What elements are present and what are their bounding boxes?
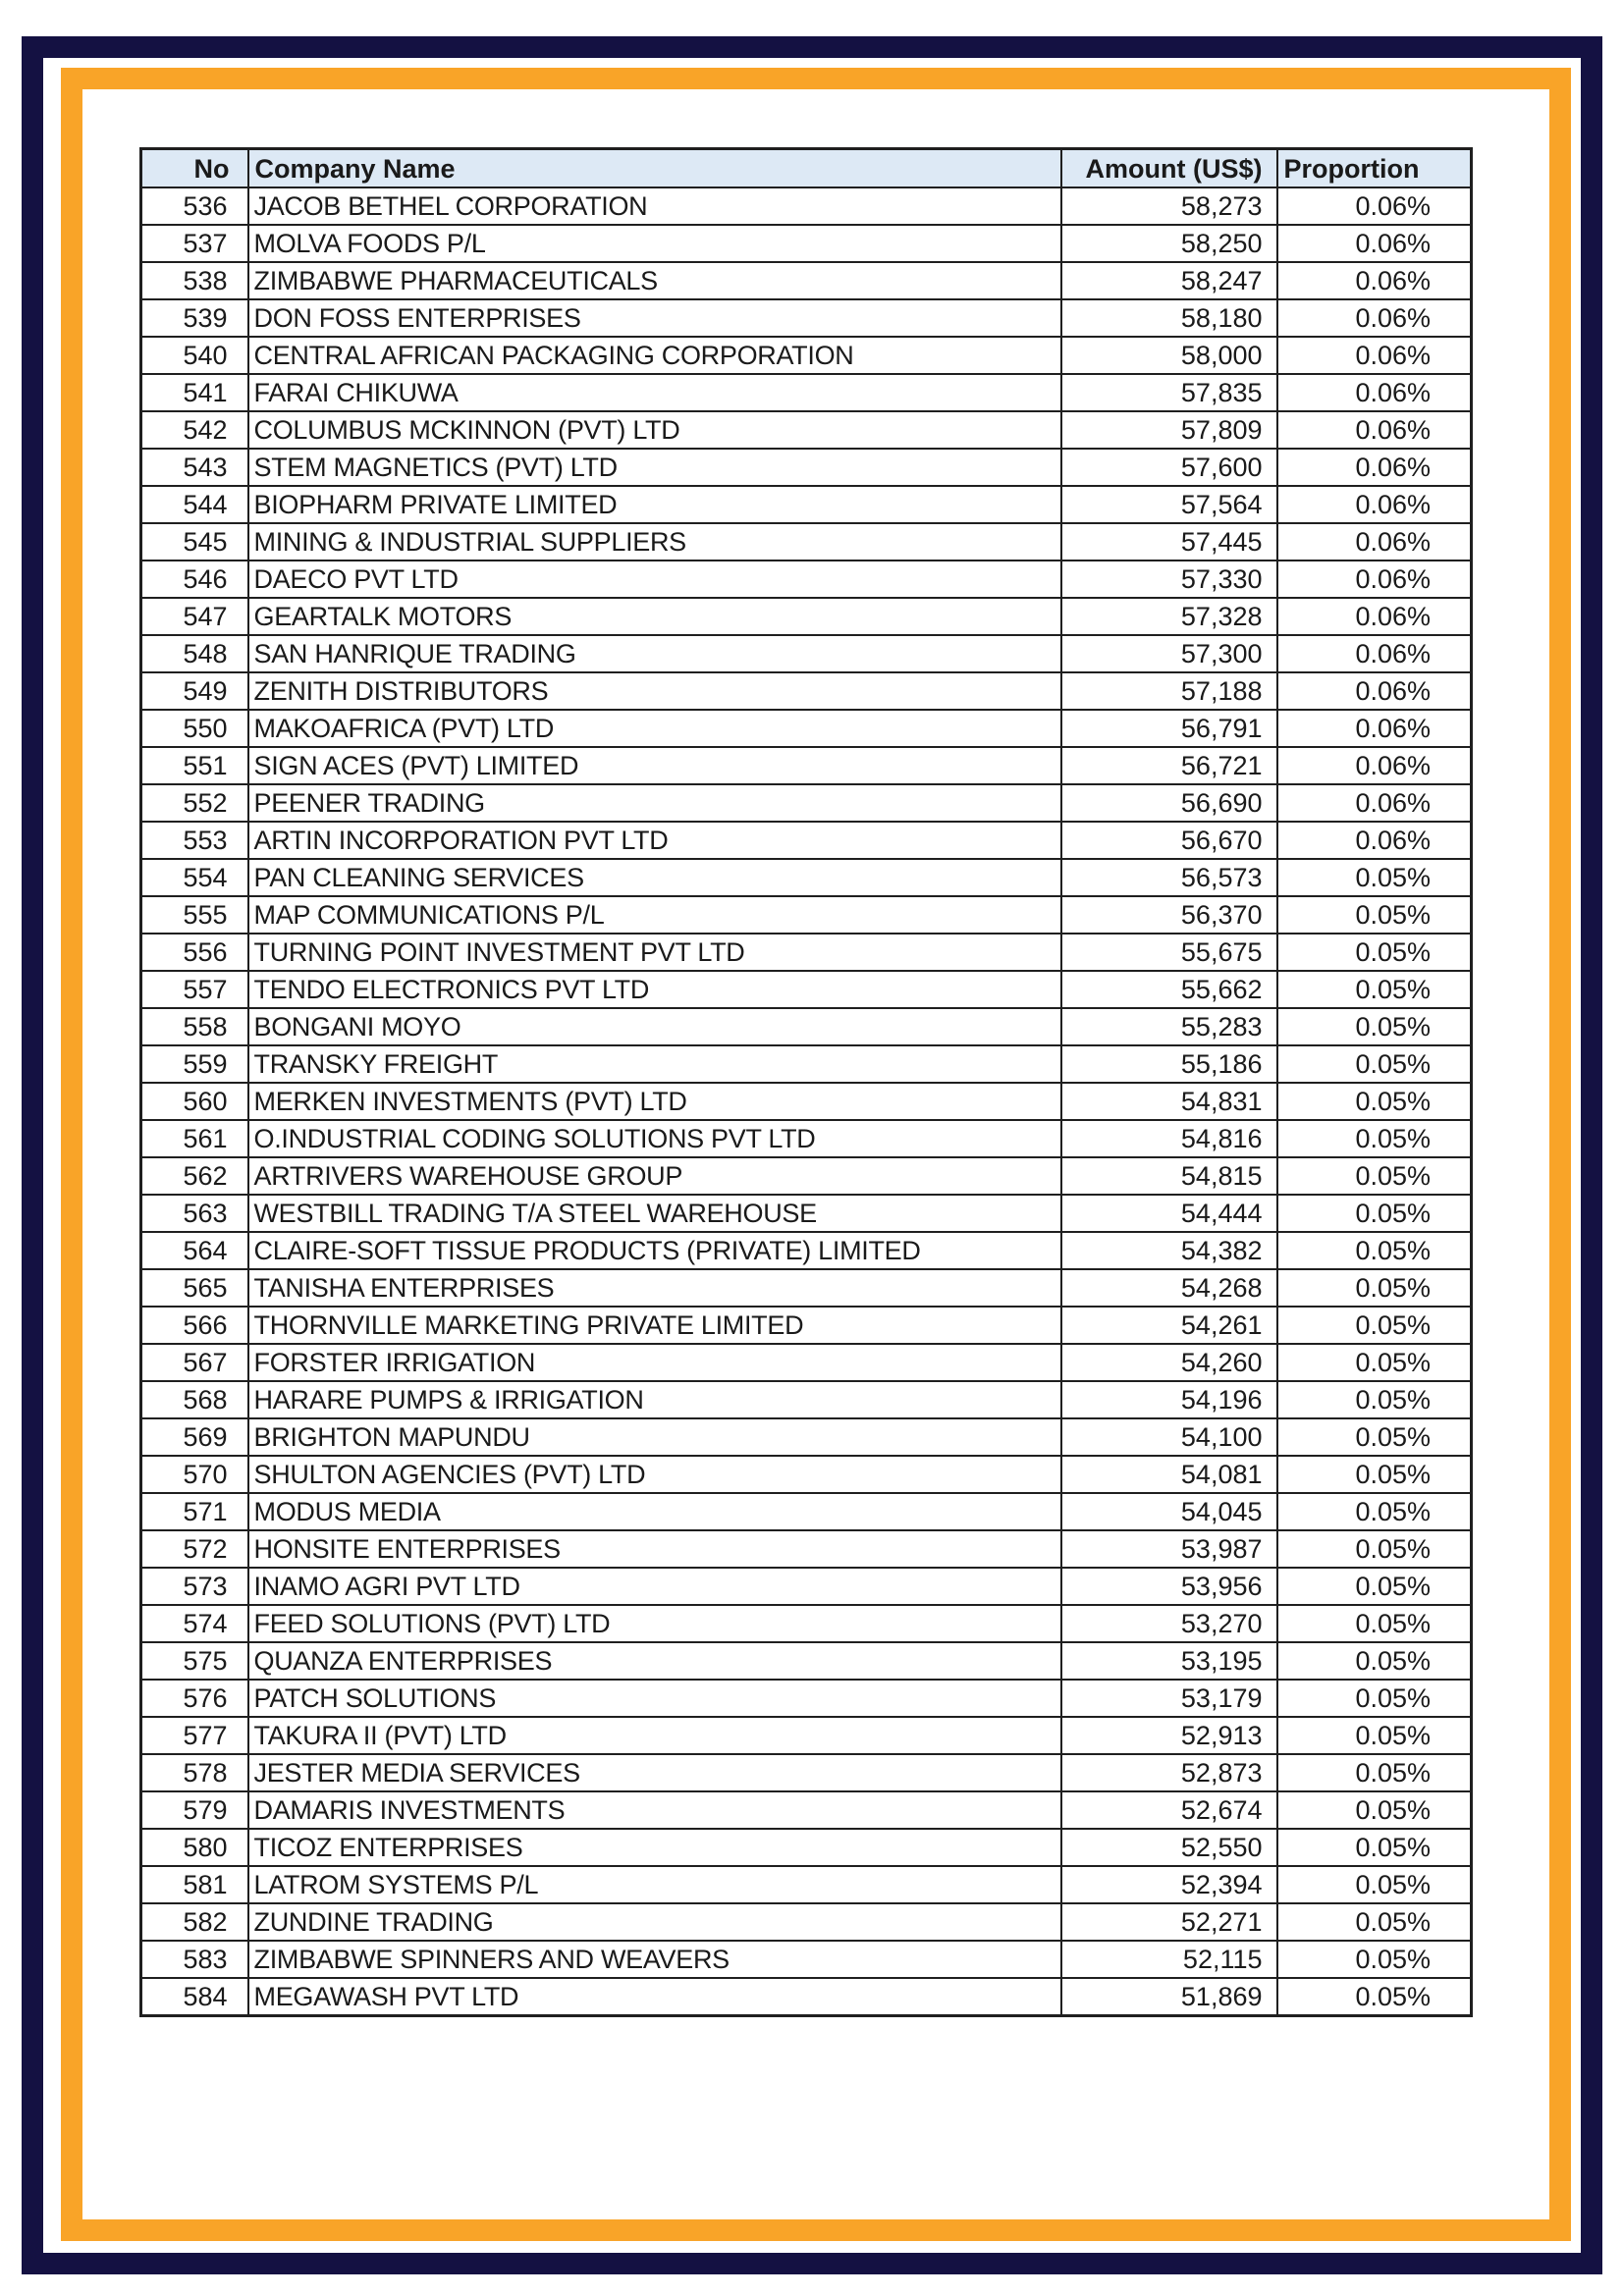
company-name-cell: TANISHA ENTERPRISES (248, 1269, 1061, 1307)
row-number-cell: 569 (141, 1418, 248, 1456)
row-number-cell: 562 (141, 1157, 248, 1195)
proportion-cell: 0.05% (1277, 1418, 1472, 1456)
proportion-cell: 0.05% (1277, 1232, 1472, 1269)
row-number-cell: 540 (141, 337, 248, 374)
table-row (141, 187, 1472, 225)
proportion-cell: 0.05% (1277, 1717, 1472, 1754)
proportion-cell: 0.06% (1277, 710, 1472, 747)
proportion-cell: 0.05% (1277, 1903, 1472, 1941)
amount-cell: 52,550 (1061, 1829, 1277, 1866)
company-name-cell: MEGAWASH PVT LTD (248, 1978, 1061, 2016)
company-name-cell: SHULTON AGENCIES (PVT) LTD (248, 1456, 1061, 1493)
amount-cell: 52,674 (1061, 1791, 1277, 1829)
header-no: No (141, 149, 248, 188)
row-number-cell: 575 (141, 1642, 248, 1680)
amount-cell: 54,100 (1061, 1418, 1277, 1456)
table-row (141, 896, 1472, 934)
row-number-cell: 573 (141, 1568, 248, 1605)
row-number-cell: 548 (141, 635, 248, 672)
amount-cell: 55,186 (1061, 1045, 1277, 1083)
proportion-cell: 0.06% (1277, 784, 1472, 822)
proportion-cell: 0.05% (1277, 934, 1472, 971)
amount-cell: 54,815 (1061, 1157, 1277, 1195)
amount-cell: 56,791 (1061, 710, 1277, 747)
table-row (141, 1083, 1472, 1120)
row-number-cell: 576 (141, 1680, 248, 1717)
table-row (141, 1978, 1472, 2016)
proportion-cell: 0.05% (1277, 1680, 1472, 1717)
row-number-cell: 551 (141, 747, 248, 784)
amount-cell: 53,270 (1061, 1605, 1277, 1642)
proportion-cell: 0.05% (1277, 1195, 1472, 1232)
proportion-cell: 0.05% (1277, 1866, 1472, 1903)
proportion-cell: 0.06% (1277, 561, 1472, 598)
company-name-cell: MAKOAFRICA (PVT) LTD (248, 710, 1061, 747)
table-row (141, 1530, 1472, 1568)
company-name-cell: BIOPHARM PRIVATE LIMITED (248, 486, 1061, 523)
table-row (141, 337, 1472, 374)
amount-cell: 55,662 (1061, 971, 1277, 1008)
proportion-cell: 0.06% (1277, 299, 1472, 337)
row-number-cell: 537 (141, 225, 248, 262)
proportion-cell: 0.05% (1277, 1120, 1472, 1157)
contributors-table (139, 147, 1473, 2017)
company-name-cell: ZIMBABWE SPINNERS AND WEAVERS (248, 1941, 1061, 1978)
company-name-cell: TENDO ELECTRONICS PVT LTD (248, 971, 1061, 1008)
proportion-cell: 0.06% (1277, 822, 1472, 859)
amount-cell: 52,913 (1061, 1717, 1277, 1754)
table-row (141, 1269, 1472, 1307)
proportion-cell: 0.06% (1277, 635, 1472, 672)
row-number-cell: 574 (141, 1605, 248, 1642)
amount-cell: 58,247 (1061, 262, 1277, 299)
amount-cell: 52,115 (1061, 1941, 1277, 1978)
company-name-cell: ARTIN INCORPORATION PVT LTD (248, 822, 1061, 859)
table-row (141, 1195, 1472, 1232)
proportion-cell: 0.05% (1277, 1829, 1472, 1866)
table-row (141, 1157, 1472, 1195)
table-row (141, 1232, 1472, 1269)
amount-cell: 54,045 (1061, 1493, 1277, 1530)
amount-cell: 57,445 (1061, 523, 1277, 561)
amount-cell: 55,675 (1061, 934, 1277, 971)
row-number-cell: 567 (141, 1344, 248, 1381)
amount-cell: 52,394 (1061, 1866, 1277, 1903)
amount-cell: 57,328 (1061, 598, 1277, 635)
table-row (141, 598, 1472, 635)
company-name-cell: GEARTALK MOTORS (248, 598, 1061, 635)
row-number-cell: 582 (141, 1903, 248, 1941)
table-row (141, 486, 1472, 523)
table-row (141, 1307, 1472, 1344)
company-name-cell: MINING & INDUSTRIAL SUPPLIERS (248, 523, 1061, 561)
amount-cell: 57,600 (1061, 449, 1277, 486)
proportion-cell: 0.05% (1277, 971, 1472, 1008)
amount-cell: 57,809 (1061, 411, 1277, 449)
proportion-cell: 0.05% (1277, 1978, 1472, 2016)
row-number-cell: 546 (141, 561, 248, 598)
row-number-cell: 557 (141, 971, 248, 1008)
table-row (141, 672, 1472, 710)
table-row (141, 1605, 1472, 1642)
proportion-cell: 0.05% (1277, 1456, 1472, 1493)
proportion-cell: 0.05% (1277, 1642, 1472, 1680)
amount-cell: 58,180 (1061, 299, 1277, 337)
amount-cell: 54,196 (1061, 1381, 1277, 1418)
row-number-cell: 549 (141, 672, 248, 710)
proportion-cell: 0.06% (1277, 449, 1472, 486)
table-row (141, 859, 1472, 896)
row-number-cell: 580 (141, 1829, 248, 1866)
proportion-cell: 0.05% (1277, 1605, 1472, 1642)
proportion-cell: 0.06% (1277, 598, 1472, 635)
company-name-cell: INAMO AGRI PVT LTD (248, 1568, 1061, 1605)
proportion-cell: 0.05% (1277, 1381, 1472, 1418)
row-number-cell: 564 (141, 1232, 248, 1269)
row-number-cell: 578 (141, 1754, 248, 1791)
company-name-cell: PAN CLEANING SERVICES (248, 859, 1061, 896)
company-name-cell: CENTRAL AFRICAN PACKAGING CORPORATION (248, 337, 1061, 374)
row-number-cell: 581 (141, 1866, 248, 1903)
proportion-cell: 0.05% (1277, 1045, 1472, 1083)
table-row (141, 1680, 1472, 1717)
company-name-cell: MODUS MEDIA (248, 1493, 1061, 1530)
amount-cell: 53,195 (1061, 1642, 1277, 1680)
proportion-cell: 0.05% (1277, 1941, 1472, 1978)
amount-cell: 52,873 (1061, 1754, 1277, 1791)
table-body (141, 187, 1472, 2016)
amount-cell: 57,330 (1061, 561, 1277, 598)
table-row (141, 523, 1472, 561)
proportion-cell: 0.06% (1277, 337, 1472, 374)
proportion-cell: 0.05% (1277, 859, 1472, 896)
row-number-cell: 561 (141, 1120, 248, 1157)
amount-cell: 57,835 (1061, 374, 1277, 411)
row-number-cell: 538 (141, 262, 248, 299)
row-number-cell: 565 (141, 1269, 248, 1307)
proportion-cell: 0.05% (1277, 1008, 1472, 1045)
company-name-cell: ZENITH DISTRIBUTORS (248, 672, 1061, 710)
proportion-cell: 0.05% (1277, 1754, 1472, 1791)
amount-cell: 52,271 (1061, 1903, 1277, 1941)
proportion-cell: 0.06% (1277, 262, 1472, 299)
table-row (141, 1642, 1472, 1680)
amount-cell: 56,370 (1061, 896, 1277, 934)
contributors-table-container (139, 147, 1470, 2017)
proportion-cell: 0.06% (1277, 374, 1472, 411)
amount-cell: 53,179 (1061, 1680, 1277, 1717)
proportion-cell: 0.05% (1277, 1307, 1472, 1344)
company-name-cell: BONGANI MOYO (248, 1008, 1061, 1045)
row-number-cell: 571 (141, 1493, 248, 1530)
row-number-cell: 577 (141, 1717, 248, 1754)
amount-cell: 51,869 (1061, 1978, 1277, 2016)
table-row (141, 374, 1472, 411)
row-number-cell: 583 (141, 1941, 248, 1978)
company-name-cell: MOLVA FOODS P/L (248, 225, 1061, 262)
amount-cell: 53,956 (1061, 1568, 1277, 1605)
proportion-cell: 0.05% (1277, 1568, 1472, 1605)
proportion-cell: 0.06% (1277, 411, 1472, 449)
proportion-cell: 0.05% (1277, 1157, 1472, 1195)
company-name-cell: BRIGHTON MAPUNDU (248, 1418, 1061, 1456)
row-number-cell: 543 (141, 449, 248, 486)
company-name-cell: DAECO PVT LTD (248, 561, 1061, 598)
row-number-cell: 556 (141, 934, 248, 971)
amount-cell: 58,273 (1061, 187, 1277, 225)
row-number-cell: 542 (141, 411, 248, 449)
header-company-name: Company Name (248, 149, 1061, 188)
company-name-cell: SAN HANRIQUE TRADING (248, 635, 1061, 672)
amount-cell: 54,444 (1061, 1195, 1277, 1232)
table-row (141, 784, 1472, 822)
company-name-cell: PATCH SOLUTIONS (248, 1680, 1061, 1717)
amount-cell: 58,000 (1061, 337, 1277, 374)
company-name-cell: SIGN ACES (PVT) LIMITED (248, 747, 1061, 784)
table-row (141, 1754, 1472, 1791)
table-row (141, 411, 1472, 449)
company-name-cell: WESTBILL TRADING T/A STEEL WAREHOUSE (248, 1195, 1061, 1232)
company-name-cell: THORNVILLE MARKETING PRIVATE LIMITED (248, 1307, 1061, 1344)
table-header-row (141, 149, 1472, 188)
amount-cell: 54,268 (1061, 1269, 1277, 1307)
proportion-cell: 0.06% (1277, 523, 1472, 561)
row-number-cell: 541 (141, 374, 248, 411)
amount-cell: 56,690 (1061, 784, 1277, 822)
proportion-cell: 0.06% (1277, 672, 1472, 710)
amount-cell: 57,188 (1061, 672, 1277, 710)
row-number-cell: 554 (141, 859, 248, 896)
row-number-cell: 560 (141, 1083, 248, 1120)
amount-cell: 57,564 (1061, 486, 1277, 523)
proportion-cell: 0.05% (1277, 1344, 1472, 1381)
proportion-cell: 0.06% (1277, 187, 1472, 225)
table-row (141, 1791, 1472, 1829)
row-number-cell: 536 (141, 187, 248, 225)
proportion-cell: 0.06% (1277, 747, 1472, 784)
table-row (141, 1493, 1472, 1530)
company-name-cell: FEED SOLUTIONS (PVT) LTD (248, 1605, 1061, 1642)
amount-cell: 58,250 (1061, 225, 1277, 262)
amount-cell: 54,831 (1061, 1083, 1277, 1120)
proportion-cell: 0.05% (1277, 1083, 1472, 1120)
company-name-cell: PEENER TRADING (248, 784, 1061, 822)
company-name-cell: ZIMBABWE PHARMACEUTICALS (248, 262, 1061, 299)
company-name-cell: QUANZA ENTERPRISES (248, 1642, 1061, 1680)
company-name-cell: STEM MAGNETICS (PVT) LTD (248, 449, 1061, 486)
table-row (141, 1418, 1472, 1456)
table-row (141, 1008, 1472, 1045)
row-number-cell: 552 (141, 784, 248, 822)
proportion-cell: 0.05% (1277, 1530, 1472, 1568)
table-row (141, 1829, 1472, 1866)
amount-cell: 57,300 (1061, 635, 1277, 672)
proportion-cell: 0.06% (1277, 486, 1472, 523)
table-row (141, 299, 1472, 337)
company-name-cell: ZUNDINE TRADING (248, 1903, 1061, 1941)
table-row (141, 1456, 1472, 1493)
amount-cell: 55,283 (1061, 1008, 1277, 1045)
table-row (141, 934, 1472, 971)
row-number-cell: 547 (141, 598, 248, 635)
row-number-cell: 566 (141, 1307, 248, 1344)
company-name-cell: MAP COMMUNICATIONS P/L (248, 896, 1061, 934)
proportion-cell: 0.06% (1277, 225, 1472, 262)
company-name-cell: TICOZ ENTERPRISES (248, 1829, 1061, 1866)
row-number-cell: 568 (141, 1381, 248, 1418)
row-number-cell: 584 (141, 1978, 248, 2016)
amount-cell: 54,382 (1061, 1232, 1277, 1269)
table-row (141, 747, 1472, 784)
table-row (141, 710, 1472, 747)
company-name-cell: DON FOSS ENTERPRISES (248, 299, 1061, 337)
company-name-cell: MERKEN INVESTMENTS (PVT) LTD (248, 1083, 1061, 1120)
company-name-cell: FARAI CHIKUWA (248, 374, 1061, 411)
header-proportion: Proportion (1277, 149, 1472, 188)
amount-cell: 54,816 (1061, 1120, 1277, 1157)
proportion-cell: 0.05% (1277, 1791, 1472, 1829)
company-name-cell: TURNING POINT INVESTMENT PVT LTD (248, 934, 1061, 971)
proportion-cell: 0.05% (1277, 1269, 1472, 1307)
company-name-cell: COLUMBUS MCKINNON (PVT) LTD (248, 411, 1061, 449)
company-name-cell: HONSITE ENTERPRISES (248, 1530, 1061, 1568)
company-name-cell: CLAIRE-SOFT TISSUE PRODUCTS (PRIVATE) LIMITED (248, 1232, 1061, 1269)
company-name-cell: TRANSKY FREIGHT (248, 1045, 1061, 1083)
proportion-cell: 0.05% (1277, 1493, 1472, 1530)
row-number-cell: 570 (141, 1456, 248, 1493)
amount-cell: 56,573 (1061, 859, 1277, 896)
company-name-cell: JESTER MEDIA SERVICES (248, 1754, 1061, 1791)
table-row (141, 1717, 1472, 1754)
company-name-cell: ARTRIVERS WAREHOUSE GROUP (248, 1157, 1061, 1195)
row-number-cell: 579 (141, 1791, 248, 1829)
proportion-cell: 0.05% (1277, 896, 1472, 934)
table-row (141, 1903, 1472, 1941)
company-name-cell: JACOB BETHEL CORPORATION (248, 187, 1061, 225)
table-row (141, 449, 1472, 486)
table-row (141, 225, 1472, 262)
amount-cell: 56,721 (1061, 747, 1277, 784)
table-row (141, 1381, 1472, 1418)
row-number-cell: 550 (141, 710, 248, 747)
header-amount: Amount (US$) (1061, 149, 1277, 188)
row-number-cell: 572 (141, 1530, 248, 1568)
row-number-cell: 553 (141, 822, 248, 859)
table-row (141, 1866, 1472, 1903)
company-name-cell: DAMARIS INVESTMENTS (248, 1791, 1061, 1829)
row-number-cell: 539 (141, 299, 248, 337)
amount-cell: 56,670 (1061, 822, 1277, 859)
row-number-cell: 544 (141, 486, 248, 523)
row-number-cell: 558 (141, 1008, 248, 1045)
amount-cell: 54,260 (1061, 1344, 1277, 1381)
amount-cell: 54,261 (1061, 1307, 1277, 1344)
company-name-cell: TAKURA II (PVT) LTD (248, 1717, 1061, 1754)
table-row (141, 971, 1472, 1008)
amount-cell: 54,081 (1061, 1456, 1277, 1493)
company-name-cell: O.INDUSTRIAL CODING SOLUTIONS PVT LTD (248, 1120, 1061, 1157)
row-number-cell: 563 (141, 1195, 248, 1232)
table-row (141, 1045, 1472, 1083)
table-row (141, 1344, 1472, 1381)
company-name-cell: HARARE PUMPS & IRRIGATION (248, 1381, 1061, 1418)
table-row (141, 262, 1472, 299)
table-row (141, 561, 1472, 598)
company-name-cell: FORSTER IRRIGATION (248, 1344, 1061, 1381)
table-row (141, 1568, 1472, 1605)
table-row (141, 822, 1472, 859)
table-row (141, 1120, 1472, 1157)
company-name-cell: LATROM SYSTEMS P/L (248, 1866, 1061, 1903)
row-number-cell: 545 (141, 523, 248, 561)
table-row (141, 1941, 1472, 1978)
amount-cell: 53,987 (1061, 1530, 1277, 1568)
table-row (141, 635, 1472, 672)
row-number-cell: 555 (141, 896, 248, 934)
row-number-cell: 559 (141, 1045, 248, 1083)
